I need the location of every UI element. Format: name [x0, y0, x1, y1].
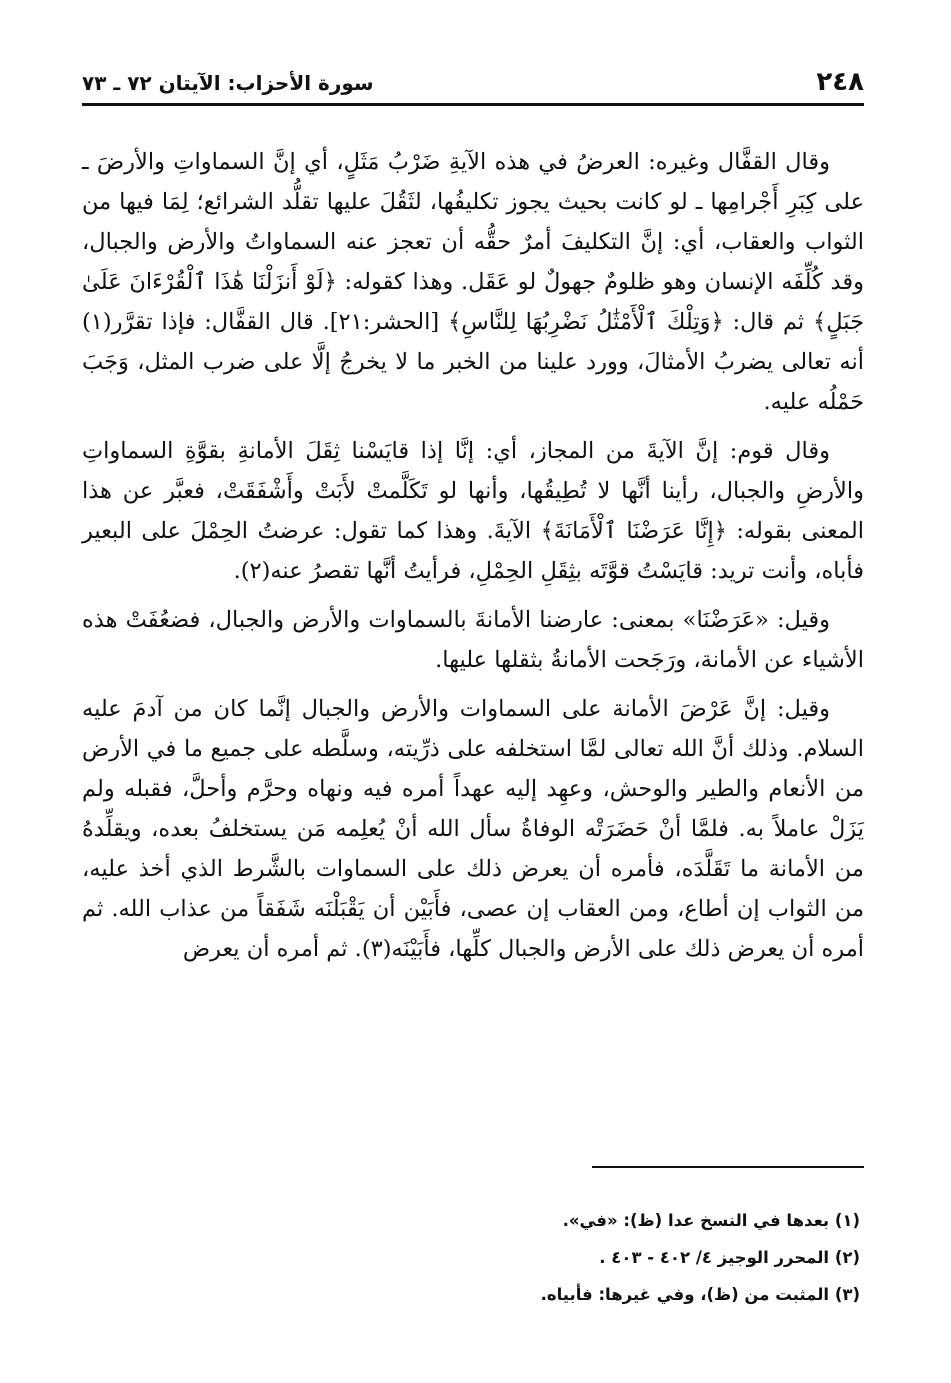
footnote-1: (١) بعدها في النسخ عدا (ظ): «في».	[562, 1211, 860, 1230]
footnotes	[82, 1202, 860, 1313]
page-number: ٢٤٨	[816, 67, 864, 97]
footnote-3: (٣) المثبت من (ظ)، وفي غيرها: فأبياه.	[540, 1285, 860, 1304]
paragraph-qaffal: وقال القفَّال وغيره: العرضُ في هذه الآيةِ ضَرْبُ مَثَلٍ، أي إنَّ السماواتِ والأرضَ ـ على كِبَرِ أَجْرامِها ـ لو كانت بحيث يجوز تكليفُها، لثَقُلَ عليها تقلُّد الشرائع؛ لِمَا فيها من الثواب والعقاب، أي: إنَّ التكليفَ أمرٌ حقُّه أن تعجز عنه السماواتُ والأرض والجبال، وقد كُلِّفَه الإنسان وهو ظلومٌ جهولٌ لو عَقَل. وهذا كقوله: ﴿لَوْ أَنزَلْنَا هَٰذَا ٱلْقُرْءَانَ عَلَىٰ جَبَلٍ﴾ ثم قال: ﴿وَتِلْكَ ٱلْأَمْثَٰلُ نَضْرِبُهَا لِلنَّاسِ﴾ [الحشر:٢١]. قال القفَّال: فإذا تقرَّر(١) أنه تعالى يضربُ الأمثالَ، وورد علينا من الخبر ما لا يخرجُ إلَّا على ضرب المثل، وَجَبَ حَمْلُه عليه.	[82, 149, 864, 415]
paragraph-majaz: وقال قوم: إنَّ الآيةَ من المجاز، أي: إنَّا إذا قايَسْنا ثِقَلَ الأمانةِ بقوَّةِ السماواتِ والأرضِ والجبال، رأينا أنَّها لا تُطِيقُها، وأنها لو تَكَلَّمتْ لأَبَتْ وأَشْفَقَتْ، فعبَّر عن هذا المعنى بقوله: ﴿إِنَّا عَرَضْنَا ٱلْأَمَانَةَ﴾ الآيةَ. وهذا كما تقول: عرضتُ الحِمْلَ على البعير فأباه، وأنت تريد: قايَسْتُ قوَّتَه بثِقَلِ الحِمْلِ، فرأيتُ أنَّها تقصرُ عنه(٢).	[82, 438, 864, 584]
footnote-separator	[592, 1166, 864, 1168]
main-text	[82, 142, 864, 978]
running-title: سورة الأحزاب: الآيتان ٧٢ ـ ٧٣	[82, 71, 374, 95]
paragraph-aradna: وقيل: «عَرَضْنَا» بمعنى: عارضنا الأمانةَ بالسماوات والأرض والجبال، فضعُفَتْ هذه الأشياء عن الأمانة، ورَجَحت الأمانةُ بثقلها عليها.	[82, 607, 864, 673]
paragraph-adam: وقيل: إنَّ عَرْضَ الأمانة على السماوات والأرض والجبال إنَّما كان من آدمَ عليه السلام. وذلك أنَّ الله تعالى لمَّا استخلفه على ذرِّيته، وسلَّطه على جميع ما في الأرض من الأنعام والطير والوحش، وعهِد إليه عهداً أمره فيه ونهاه وحرَّم وأحلَّ، فقبله ولم يَزَلْ عاملاً به. فلمَّا أنْ حَضَرَتْه الوفاةُ سأل الله أنْ يُعلِمه مَن يستخلفُ بعده، ويقلِّدهُ من الأمانة ما تَقَلَّدَه، فأمره أن يعرض ذلك على السماوات بالشَّرط الذي أخذ عليه، من الثواب إن أطاع، ومن العقاب إن عصى، فأَبَيْن أن يَقْبَلْنَه شَفَقاً من عذاب الله. ثم أمره أن يعرض ذلك على الأرض والجبال كلِّها، فأَبَيْنَه(٣). ثم أمره أن يعرض	[82, 696, 864, 962]
footnote-2: (٢) المحرر الوجيز ٤/ ٤٠٢ - ٤٠٣ .	[599, 1248, 860, 1267]
page-header	[82, 62, 864, 106]
